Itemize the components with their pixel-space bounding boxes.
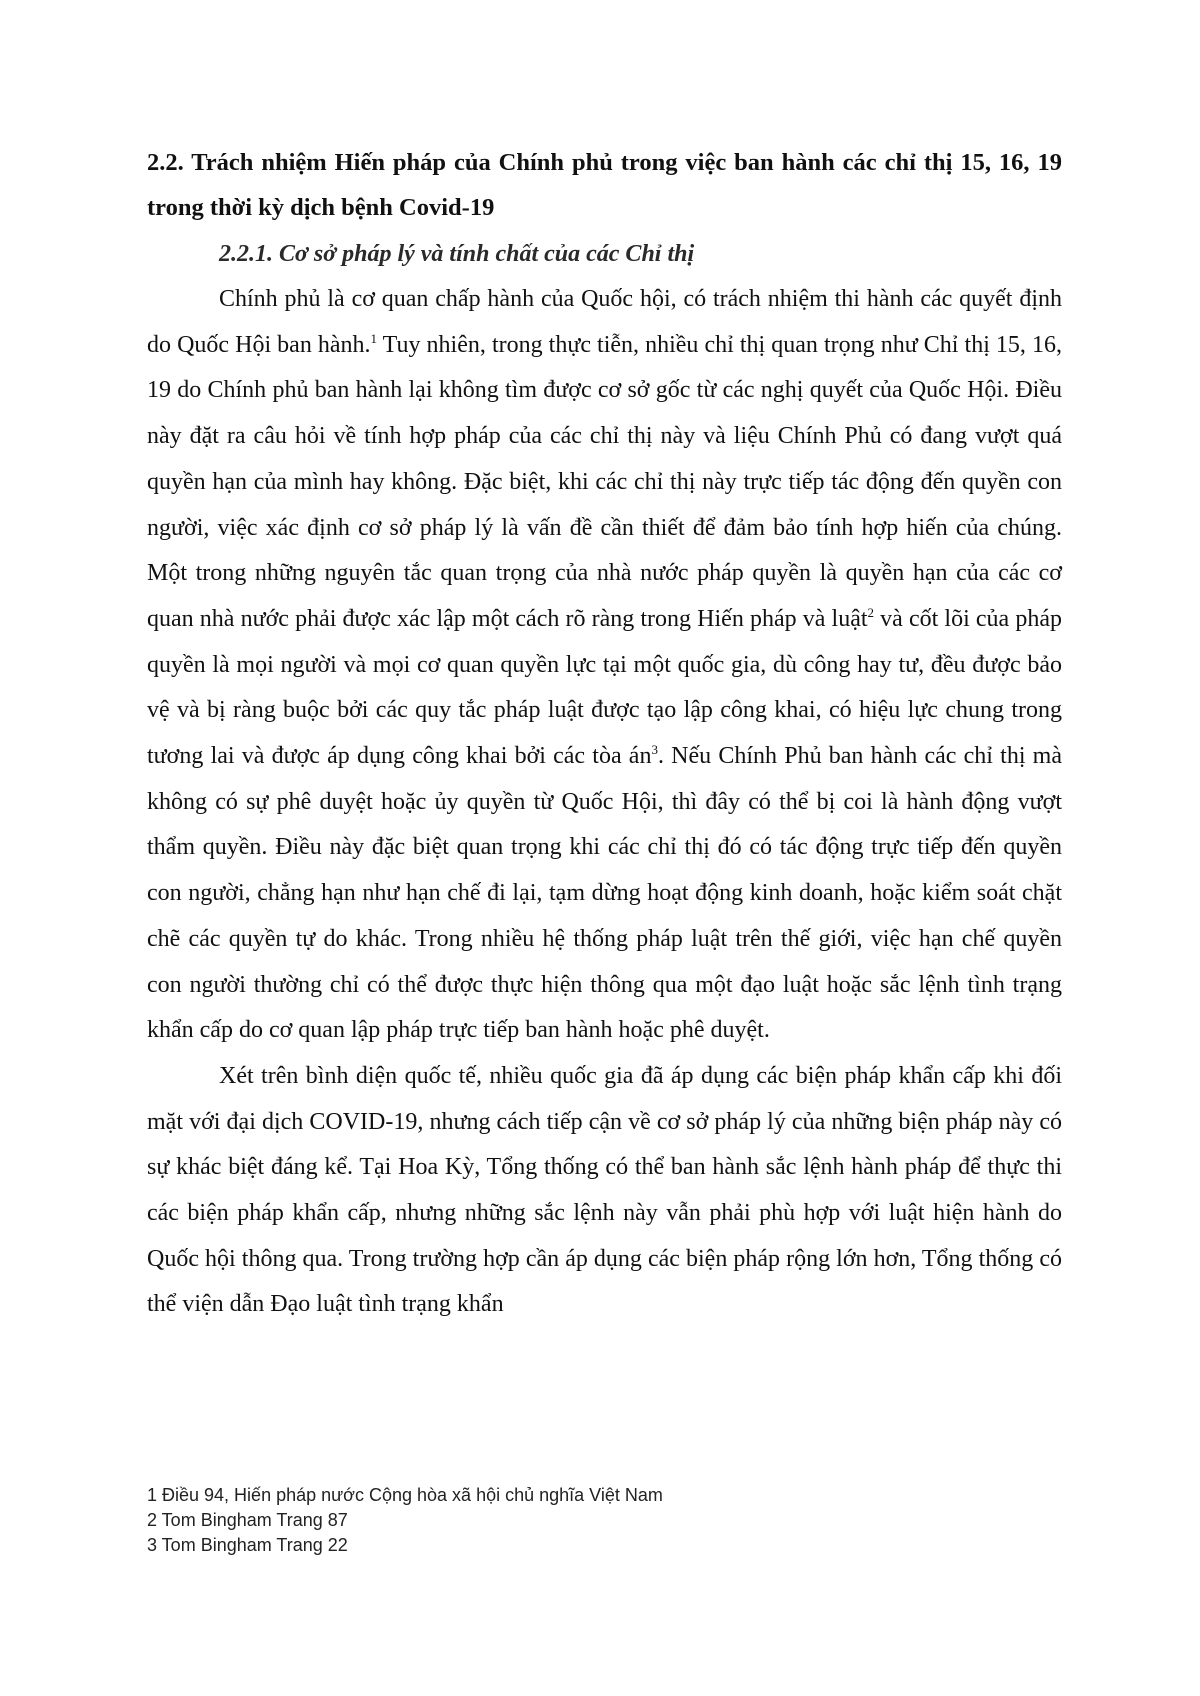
footnote-3: 3 Tom Bingham Trang 22 (147, 1535, 348, 1555)
paragraph-text: Chính phủ là cơ quan chấp hành của Quốc hội, có trách nhiệm thi hành các quyết định do Quốc Hội ban hành. (147, 286, 1062, 358)
body-paragraph-2: Xét trên bình diện quốc tế, nhiều quốc gia đã áp dụng các biện pháp khẩn cấp khi đối mặt với đại dịch COVID-19, nhưng cách tiếp cận về cơ sở pháp lý của những biện pháp này có sự khác biệt đáng kể. Tại Hoa Kỳ, Tổng thống có thể ban hành sắc lệnh hành pháp để thực thi các biện pháp khẩn cấp, nhưng những sắc lệnh này vẫn phải phù hợp với luật hiện hành do Quốc hội thông qua. Trong trường hợp cần áp dụng các biện pháp rộng lớn hơn, Tổng thống có thể viện dẫn Đạo luật tình trạng khẩn (147, 1062, 1062, 1318)
body-paragraph-1 (147, 277, 1062, 1054)
paragraph-text: . Nếu Chính Phủ ban hành các chỉ thị mà không có sự phê duyệt hoặc ủy quyền từ Quốc Hội, thì đây có thể bị coi là hành động vượt thẩm quyền. Điều này đặc biệt quan trọng khi các chỉ thị đó có tác động trực tiếp đến quyền con người, chẳng hạn như hạn chế đi lại, tạm dừng hoạt động kinh doanh, hoặc kiểm soát chặt chẽ các quyền tự do khác. Trong nhiều hệ thống pháp luật trên thế giới, việc hạn chế quyền con người thường chỉ có thể được thực hiện thông qua một đạo luật hoặc sắc lệnh tình trạng khẩn cấp do cơ quan lập pháp trực tiếp ban hành hoặc phê duyệt. (147, 743, 1063, 1044)
footnotes (147, 1483, 1062, 1558)
footnote-2: 2 Tom Bingham Trang 87 (147, 1510, 348, 1530)
paragraph-text: Tuy nhiên, trong thực tiễn, nhiều chỉ thị quan trọng như Chỉ thị 15, 16, 19 do Chính phủ ban hành lại không tìm được cơ sở gốc từ các nghị quyết của Quốc Hội. Điều này đặt ra câu hỏi về tính hợp pháp của các chỉ thị này và liệu Chính Phủ có đang vượt quá quyền hạn của mình hay không. Đặc biệt, khi các chỉ thị này trực tiếp tác động đến quyền con người, việc xác định cơ sở pháp lý là vấn đề cần thiết để đảm bảo tính hợp hiến của chúng. Một trong những nguyên tắc quan trọng của nhà nước pháp quyền là quyền hạn của các cơ quan nhà nước phải được xác lập một cách rõ ràng trong Hiến pháp và luật (147, 331, 1062, 632)
footnote-1: 1 Điều 94, Hiến pháp nước Cộng hòa xã hội chủ nghĩa Việt Nam (147, 1485, 663, 1505)
footnote-ref-2[interactable]: 2 (867, 604, 875, 620)
section-heading: 2.2. Trách nhiệm Hiến pháp của Chính phủ trong việc ban hành các chỉ thị 15, 16, 19 trong thời kỳ dịch bệnh Covid-19 (147, 149, 1062, 221)
footnote-ref-3[interactable]: 3 (651, 742, 658, 758)
footnote-ref-1[interactable]: 1 (370, 330, 378, 346)
document-body (147, 140, 1062, 1328)
subsection-heading: 2.2.1. Cơ sở pháp lý và tính chất của các Chỉ thị (219, 241, 695, 267)
paragraph-text: và cốt lõi của pháp quyền là mọi người và mọi cơ quan quyền lực tại một quốc gia, dù công hay tư, đều được bảo vệ và bị ràng buộc bởi các quy tắc pháp luật được tạo lập công khai, có hiệu lực chung trong tương lai và được áp dụng công khai bởi các tòa án (147, 605, 1062, 770)
